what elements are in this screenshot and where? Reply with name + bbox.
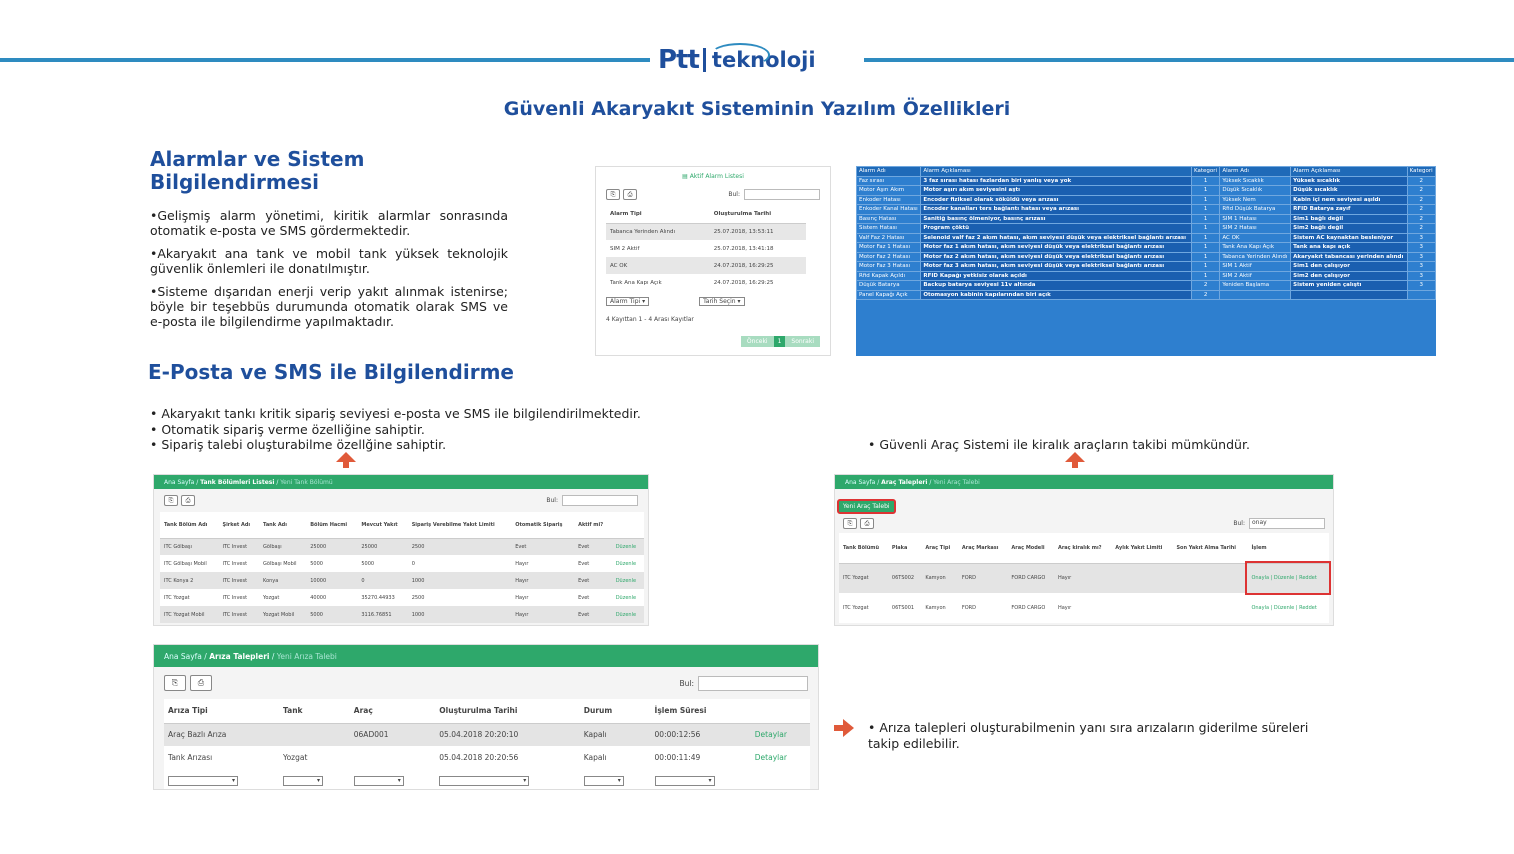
table-cell: ITC Gölbaşı Mobil	[164, 560, 207, 567]
section1-heading-line2: Bilgilendirmesi	[150, 170, 319, 194]
table-cell: Sim2 den çalışıyor	[1291, 271, 1407, 281]
print-icon[interactable]: ⎙	[860, 518, 874, 529]
table-cell: Sim1 bağlı değil	[1291, 214, 1407, 224]
table-cell: Faz sırası	[857, 176, 921, 186]
column-header: Alarm Adı	[857, 167, 921, 177]
table-cell: 35270.44933	[361, 594, 395, 601]
table-row	[839, 593, 1329, 623]
column-header[interactable]: Arıza Tipi	[168, 706, 208, 716]
print-icon[interactable]: ⎙	[190, 675, 212, 691]
table-cell: ITC Yozgat Mobil	[164, 611, 205, 618]
search-label: Bul:	[546, 497, 558, 504]
table-cell: 3	[1407, 233, 1435, 243]
vehicle-requests-table	[839, 533, 1329, 623]
table-cell: 1	[1191, 224, 1219, 234]
table-cell: Yozgat	[283, 753, 308, 762]
table-cell: Tank ana kapı açık	[1291, 243, 1407, 253]
table-cell: Tabanca Yerinden Alındı	[610, 228, 676, 235]
section1-paragraph: •Akaryakıt ana tank ve mobil tank yüksek teknolojik güvenlik önlemleri ile donatılmıştır.	[150, 246, 508, 276]
table-row	[164, 723, 810, 746]
table-cell: SIM 1 Aktif	[1220, 262, 1291, 272]
table-cell: 1000	[411, 577, 425, 584]
table-cell: Tabanca Yerinden Alındı	[1220, 252, 1291, 262]
table-row	[160, 606, 644, 623]
column-header[interactable]: Şirket Adı	[222, 521, 251, 528]
table-cell: Motor Faz 3 Hatası	[857, 262, 921, 272]
search-input[interactable]: onay	[1249, 518, 1325, 529]
header-line-left	[0, 58, 650, 62]
column-header[interactable]: Araç Modeli	[1011, 544, 1045, 551]
search-input[interactable]	[698, 676, 808, 691]
table-row	[857, 290, 1436, 300]
table-row	[857, 271, 1436, 281]
section1-heading-line1: Alarmlar ve Sistem	[150, 147, 365, 171]
table-cell	[279, 723, 350, 746]
breadcrumb: Ana Sayfa / Arıza Talepleri / Yeni Arıza Talebi	[154, 645, 818, 667]
table-row	[857, 214, 1436, 224]
table-cell: 2	[1407, 195, 1435, 205]
breadcrumb: Ana Sayfa / Araç Talepleri / Yeni Araç Talebi	[835, 475, 1333, 489]
column-header: Alarm Açıklaması	[1291, 167, 1407, 177]
table-cell: RFID Batarya zayıf	[1291, 205, 1407, 215]
table-cell: 0	[411, 560, 415, 567]
edit-link[interactable]: Düzenle	[615, 560, 637, 567]
table-cell: Motor faz 3 akım hatası, akım seviyesi düşük veya elektriksel bağlantı arızası	[921, 262, 1192, 272]
table-cell: Otomasyon kabinin kapılarından biri açık	[921, 290, 1192, 300]
table-cell: 06TS001	[891, 605, 915, 611]
table-cell: Düşük sıcaklık	[1291, 186, 1407, 196]
table-row	[857, 176, 1436, 186]
new-vehicle-request-button[interactable]: Yeni Araç Talebi	[837, 499, 896, 514]
column-header[interactable]: Araç Tipi	[925, 544, 951, 551]
table-cell: 25000	[310, 543, 327, 550]
table-cell: SIM 1 Hatası	[1220, 214, 1291, 224]
print-icon[interactable]: ⎙	[623, 189, 637, 200]
logo-teknoloji-text: teknoloji	[711, 48, 816, 72]
table-cell: Hayır	[1057, 575, 1072, 582]
table-row	[160, 538, 644, 555]
ptt-logo	[658, 40, 858, 80]
table-cell: Hayır	[515, 594, 529, 601]
breadcrumb-new[interactable]: Yeni Tank Bölümü	[280, 478, 333, 486]
table-cell: Rfid Düşük Batarya	[1220, 205, 1291, 215]
table-cell: 2	[1191, 290, 1219, 300]
table-cell: Valf Faz 2 Hatası	[857, 233, 921, 243]
section1-text	[150, 208, 508, 337]
table-cell	[1220, 290, 1291, 300]
column-header[interactable]: Plaka	[891, 544, 908, 551]
table-cell: Evet	[578, 594, 590, 601]
copy-icon[interactable]: ⎘	[843, 518, 857, 529]
filter-select[interactable]: ▾	[168, 776, 238, 786]
column-header[interactable]: Aylık Yakıt Limiti	[1115, 544, 1163, 551]
next-button[interactable]: Sonraki	[785, 336, 820, 347]
table-cell: Hayır	[515, 611, 529, 618]
table-cell: Motor Faz 1 Hatası	[857, 243, 921, 253]
breadcrumb-new[interactable]: Yeni Araç Talebi	[933, 478, 980, 486]
table-row	[160, 555, 644, 572]
table-cell: 1	[1191, 214, 1219, 224]
table-cell	[1111, 593, 1172, 623]
action-links[interactable]: Onayla | Düzenle | Reddet	[1251, 605, 1317, 611]
table-cell: 25000	[361, 543, 378, 550]
vehicle-note: • Güvenli Araç Sistemi ile kiralık araçların takibi mümkündür.	[868, 437, 1250, 452]
edit-link[interactable]: Düzenle	[615, 611, 637, 618]
table-cell: Sistem AC kaynaktan besleniyor	[1291, 233, 1407, 243]
alarm-definitions-table	[856, 166, 1436, 356]
filter-select[interactable]: ▾	[439, 776, 529, 786]
table-cell: 2	[1407, 214, 1435, 224]
table-cell: Motor faz 1 akım hatası, akım seviyesi düşük veya elektriksel bağlantı arızası	[921, 243, 1192, 253]
column-header[interactable]: Otomatik Sipariş	[515, 521, 563, 528]
arrow-up-icon	[336, 452, 356, 462]
table-cell: Rfid Kapak Açıldı	[857, 271, 921, 281]
table-cell: AC OK	[610, 262, 628, 269]
table-cell: Araç Bazlı Arıza	[168, 730, 227, 740]
table-cell	[1172, 563, 1247, 593]
tank-sections-table	[160, 512, 644, 623]
table-cell: Kamyon	[925, 605, 946, 611]
prev-button[interactable]: Önceki	[741, 336, 774, 347]
table-row	[164, 746, 810, 769]
table-cell: Sim1 den çalışıyor	[1291, 262, 1407, 272]
table-cell: 06TS002	[891, 575, 915, 582]
table-cell: 3	[1407, 243, 1435, 253]
table-cell: 3 faz sırası hatası fazlardan biri yanlış veya yok	[921, 176, 1192, 186]
column-header: Kategori	[1191, 167, 1219, 177]
table-cell: Yozgat	[263, 594, 280, 601]
section2-heading: E-Posta ve SMS ile Bilgilendirme	[148, 360, 514, 384]
table-cell: ITC Invest	[222, 594, 248, 601]
table-cell	[1172, 593, 1247, 623]
action-links[interactable]: Onayla | Düzenle | Reddet	[1247, 563, 1329, 593]
table-cell: FORD	[961, 605, 976, 611]
column-header[interactable]: Araç Markası	[961, 544, 999, 551]
table-cell: 2	[1191, 281, 1219, 291]
table-cell: FORD	[961, 575, 976, 582]
table-row	[160, 589, 644, 606]
table-cell: Gölbaşı	[263, 543, 282, 550]
search-input[interactable]	[562, 495, 638, 506]
search-label: Bul:	[679, 678, 694, 688]
section2-bullet: • Sipariş talebi oluşturabilme özellğine sahiptir.	[150, 437, 447, 452]
pagination-info: 4 Kayıttan 1 - 4 Arası Kayıtlar	[606, 316, 694, 323]
table-cell: ITC Yozgat	[164, 594, 190, 601]
table-cell	[1111, 563, 1172, 593]
arrow-up-icon	[1065, 452, 1085, 462]
table-cell: ITC Invest	[222, 560, 248, 567]
table-cell: Motor faz 2 akım hatası, akım seviyesi düşük veya elektriksel bağlantı arızası	[921, 252, 1192, 262]
table-cell: 1	[1191, 243, 1219, 253]
table-cell: 3	[1407, 262, 1435, 272]
column-header[interactable]: Araç kiralık mı?	[1057, 544, 1102, 551]
table-cell: Enkoder Kanal Hatası	[857, 205, 921, 215]
filter-select[interactable]: ▾	[283, 776, 323, 786]
table-cell: Evet	[515, 543, 527, 550]
column-header[interactable]: Oluşturulma Tarihi	[713, 211, 772, 218]
fault-requests-table	[164, 699, 810, 790]
table-cell: 1	[1191, 262, 1219, 272]
table-cell: Enkoder Hatası	[857, 195, 921, 205]
table-row	[160, 572, 644, 589]
table-cell: 05.04.2018 20:20:10	[439, 730, 519, 740]
table-cell: Evet	[578, 611, 590, 618]
table-cell: Tank Arızası	[168, 753, 213, 762]
table-cell: Selenoid valf faz 2 akım hatası, akım seviyesi düşük veya elektriksel bağlantı arızası	[921, 233, 1192, 243]
logo-swoosh-icon	[710, 43, 770, 67]
table-cell: 2	[1407, 176, 1435, 186]
table-cell: Kabin içi nem seviyesi aşıldı	[1291, 195, 1407, 205]
table-cell: Hayır	[1057, 605, 1072, 611]
column-header[interactable]: Durum	[583, 706, 613, 716]
table-cell: Kapalı	[583, 753, 607, 762]
logo-ptt-text: Ptt	[658, 45, 699, 75]
vehicle-requests-screenshot	[834, 474, 1334, 626]
table-cell: 40000	[310, 594, 327, 601]
column-header[interactable]: İşlem	[1251, 544, 1267, 551]
breadcrumb-home[interactable]: Ana Sayfa	[845, 478, 876, 486]
table-cell: ITC Yozgat	[843, 605, 869, 611]
fault-note: • Arıza talepleri oluşturabilmenin yanı sıra arızaların giderilme süreleri takip edilebilir.	[868, 720, 1309, 751]
table-cell: Yeniden Başlama	[1220, 281, 1291, 291]
table-cell: Düşük Sıcaklık	[1220, 186, 1291, 196]
table-cell: 3116.76851	[361, 611, 392, 618]
fault-requests-screenshot	[153, 644, 819, 790]
table-cell: 0	[361, 577, 365, 584]
breadcrumb-home[interactable]: Ana Sayfa	[164, 478, 195, 486]
filter-select[interactable]: ▾	[584, 776, 624, 786]
details-link[interactable]: Detaylar	[754, 730, 787, 740]
edit-link[interactable]: Düzenle	[615, 594, 637, 601]
section1-paragraph: •Sisteme dışarıdan enerji verip yakıt alınmak istenirse; böyle bir teşebbüs durumunda otomatik olarak SMS ve e-posta ile bilgilendirme yapılmaktadır.	[150, 284, 508, 329]
table-cell: Motor Aşırı Akım	[857, 186, 921, 196]
column-header[interactable]: Tank Bölüm Adı	[164, 521, 208, 528]
table-row	[857, 186, 1436, 196]
table-row	[857, 233, 1436, 243]
table-cell: 25.07.2018, 13:53:11	[713, 228, 774, 235]
table-cell: Yozgat Mobil	[263, 611, 295, 618]
filter-select[interactable]: ▾	[354, 776, 404, 786]
table-cell: 5000	[310, 611, 323, 618]
table-cell	[1407, 290, 1435, 300]
table-cell: Program çöktü	[921, 224, 1192, 234]
table-cell: 25.07.2018, 13:41:18	[713, 245, 774, 252]
search-label: Bul:	[728, 191, 740, 198]
section1-heading	[150, 148, 364, 194]
section2-bullet: • Otomatik sipariş verme özelliğine sahiptir.	[150, 421, 425, 437]
alarm-type-filter[interactable]: Alarm Tipi ▾	[606, 297, 649, 306]
table-cell: FORD CARGO	[1011, 605, 1046, 611]
column-header[interactable]	[612, 512, 644, 538]
table-cell: Motor aşırı akım seviyesini aştı	[921, 186, 1192, 196]
table-cell	[1291, 290, 1407, 300]
column-header: Kategori	[1407, 167, 1435, 177]
table-row	[857, 262, 1436, 272]
table-cell	[350, 746, 436, 769]
table-cell: Kapalı	[583, 730, 607, 740]
table-cell: 1	[1191, 176, 1219, 186]
column-header[interactable]: Alarm Tipi	[610, 211, 642, 218]
tank-sections-screenshot	[153, 474, 649, 626]
table-cell: Yüksek sıcaklık	[1291, 176, 1407, 186]
breadcrumb-new[interactable]: Yeni Arıza Talebi	[276, 651, 337, 661]
table-cell: ITC Invest	[222, 611, 248, 618]
table-cell: Sim2 bağlı değil	[1291, 224, 1407, 234]
table-row	[857, 224, 1436, 234]
table-cell: 5000	[310, 560, 323, 567]
search-label: Bul:	[1233, 520, 1245, 527]
search-input[interactable]	[744, 189, 820, 200]
table-cell: ITC Yozgat	[843, 575, 869, 582]
column-header[interactable]: Araç	[353, 706, 373, 716]
table-cell: 2	[1407, 186, 1435, 196]
table-cell: SIM 2 Aktif	[1220, 271, 1291, 281]
section2-bullet: • Akaryakıt tankı kritik sipariş seviyesi e-posta ve SMS ile bilgilendirilmektedir.	[150, 406, 641, 421]
column-header: Alarm Açıklaması	[921, 167, 1192, 177]
breadcrumb-current: Tank Bölümleri Listesi	[200, 478, 275, 486]
table-row	[857, 252, 1436, 262]
column-header[interactable]: Tank Adı	[263, 521, 287, 528]
table-cell: Tank Ana Kapı Açık	[610, 279, 662, 286]
details-link[interactable]: Detaylar	[754, 753, 787, 762]
page-button[interactable]: 1	[774, 336, 786, 347]
table-cell: Kamyon	[925, 575, 946, 582]
table-cell: Backup batarya seviyesi 11v altında	[921, 281, 1192, 291]
section1-paragraph: •Gelişmiş alarm yönetimi, kiritik alarmlar sonrasında otomatik e-posta ve SMS gördermektedir.	[150, 208, 508, 238]
table-cell: 05.04.2018 20:20:56	[439, 753, 519, 762]
table-cell: ITC Invest	[222, 543, 248, 550]
table-cell: FORD CARGO	[1011, 575, 1046, 582]
table-row	[857, 195, 1436, 205]
table-cell: AC OK	[1220, 233, 1291, 243]
table-cell: 2	[1407, 224, 1435, 234]
table-cell: ITC Gölbaşı	[164, 543, 192, 550]
table-cell: 00:00:12:56	[654, 730, 701, 740]
breadcrumb-current: Araç Talepleri	[881, 478, 928, 486]
table-cell: ITC Invest	[222, 577, 248, 584]
table-row	[839, 563, 1329, 593]
table-cell: Düşük Batarya	[857, 281, 921, 291]
table-cell: Yüksek Sıcaklık	[1220, 176, 1291, 186]
table-cell: Gölbaşı Mobil	[263, 560, 297, 567]
table-cell: Konya	[263, 577, 279, 584]
column-header[interactable]: Bölüm Hacmi	[310, 521, 348, 528]
table-cell: SIM 2 Hatası	[1220, 224, 1291, 234]
page-title: Güvenli Akaryakıt Sisteminin Yazılım Özellikleri	[503, 98, 1011, 120]
table-cell: 2	[1407, 205, 1435, 215]
table-cell: Akaryakıt tabancası yerinden alındı	[1291, 252, 1407, 262]
column-header[interactable]: Son Yakıt Alma Tarihi	[1176, 544, 1236, 551]
table-row	[857, 281, 1436, 291]
table-cell: Encoder fiziksel olarak söküldü veya arızası	[921, 195, 1192, 205]
print-icon[interactable]: ⎙	[181, 495, 195, 506]
table-cell: 1	[1191, 205, 1219, 215]
table-cell: 2500	[411, 543, 425, 550]
table-cell: Tank Ana Kapı Açık	[1220, 243, 1291, 253]
table-cell: Evet	[578, 543, 590, 550]
table-cell: 5000	[361, 560, 375, 567]
table-cell: ITC Konya 2	[164, 577, 194, 584]
table-cell: 1000	[411, 611, 425, 618]
table-cell: Hayır	[515, 577, 529, 584]
column-header[interactable]: İşlem Süresi	[654, 706, 707, 716]
column-header[interactable]: Mevcut Yakıt	[361, 521, 398, 528]
alarm-list-table	[606, 206, 806, 291]
table-cell: RFID Kapağı yetkisiz olarak açıldı	[921, 271, 1192, 281]
edit-link[interactable]: Düzenle	[615, 577, 637, 584]
date-filter[interactable]: Tarih Seçin ▾	[699, 297, 744, 306]
table-cell: SIM 2 Aktif	[610, 245, 640, 252]
table-cell: 10000	[310, 577, 327, 584]
column-header: Alarm Adı	[1220, 167, 1291, 177]
table-cell: Sanitiğ basınç ölmeniyor, basınç arızası	[921, 214, 1192, 224]
breadcrumb: Ana Sayfa / Tank Bölümleri Listesi / Yeni Tank Bölümü	[154, 475, 648, 489]
table-cell: 00:00:11:49	[654, 753, 701, 762]
table-cell: 1	[1191, 195, 1219, 205]
table-cell: 24.07.2018, 16:29:25	[713, 279, 774, 286]
breadcrumb-current: Arıza Talepleri	[209, 651, 270, 661]
table-cell: Hayır	[515, 560, 529, 567]
column-header[interactable]	[751, 699, 810, 723]
table-cell: 24.07.2018, 16:29:25	[713, 262, 774, 269]
table-cell: Basınç Hatası	[857, 214, 921, 224]
table-cell: Evet	[578, 577, 590, 584]
table-cell: 3	[1407, 271, 1435, 281]
table-row	[857, 205, 1436, 215]
table-cell: 1	[1191, 233, 1219, 243]
table-cell: Evet	[578, 560, 590, 567]
column-header[interactable]: Tank	[283, 706, 303, 716]
table-row	[857, 243, 1436, 253]
table-cell: Panel Kapağı Açık	[857, 290, 921, 300]
logo-divider	[703, 48, 706, 72]
table-cell: 2500	[411, 594, 425, 601]
section2-bullets	[150, 406, 670, 453]
copy-icon[interactable]: ⎘	[164, 675, 186, 691]
column-header[interactable]: Tank Bölümü	[843, 544, 880, 551]
column-header[interactable]: Sipariş Verebilme Yakıt Limiti	[411, 521, 495, 528]
alarm-list-title: ▤ Aktif Alarm Listesi	[682, 173, 744, 180]
table-cell: 06AD001	[353, 730, 389, 740]
table-cell: Encoder kanalları ters bağlantı hatası veya arızası	[921, 205, 1192, 215]
table-cell: Motor Faz 2 Hatası	[857, 252, 921, 262]
breadcrumb-home[interactable]: Ana Sayfa	[164, 651, 202, 661]
column-header[interactable]: Oluşturulma Tarihi	[439, 706, 518, 716]
table-cell: 1	[1191, 271, 1219, 281]
copy-icon[interactable]: ⎘	[606, 189, 620, 200]
edit-link[interactable]: Düzenle	[615, 543, 637, 550]
filter-select[interactable]: ▾	[655, 776, 715, 786]
table-cell: Sistem yeniden çalıştı	[1291, 281, 1407, 291]
arrow-right-icon	[834, 719, 854, 737]
header-line-right	[864, 58, 1514, 62]
alarm-list-screenshot	[595, 166, 831, 356]
table-cell: Sistem Hatası	[857, 224, 921, 234]
column-header[interactable]: Aktif mi?	[578, 521, 604, 528]
table-cell: Yüksek Nem	[1220, 195, 1291, 205]
copy-icon[interactable]: ⎘	[164, 495, 178, 506]
table-cell: 3	[1407, 252, 1435, 262]
table-cell: 1	[1191, 252, 1219, 262]
table-cell: 3	[1407, 281, 1435, 291]
table-cell: 1	[1191, 186, 1219, 196]
